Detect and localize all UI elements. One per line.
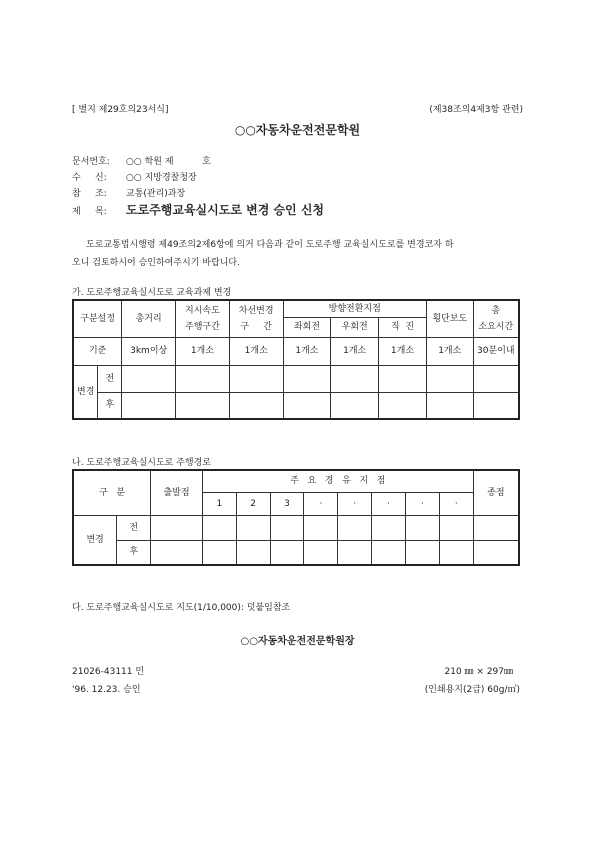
col-speed-line1: 지시속도 [185,305,220,316]
paper-size: 210 ㎜ × 297㎜ [444,667,513,677]
request-line-2: 오니 검토하시어 승인하여주시기 바랍니다. [72,258,240,268]
route-col-category: 구 분 [73,470,151,515]
route-col-start: 출발점 [151,470,203,515]
route-change-label: 변경 [73,515,117,565]
waypoint-1: 1 [202,492,236,515]
reference-row [72,186,185,199]
waypoint-3: 3 [270,492,304,515]
col-total-time-line1: 총 [491,305,501,316]
route-after-wp-cell[interactable] [202,540,236,565]
before-distance-cell[interactable] [122,365,176,392]
route-before-start-cell[interactable] [151,515,203,540]
route-after-wp-cell[interactable] [405,540,439,565]
subject-row [72,201,324,218]
waypoint-2: 2 [236,492,270,515]
waypoint-6: · [372,492,406,515]
col-category: 구분설정 [73,300,122,337]
standard-right: 1개소 [331,337,379,365]
reference-label: 참 조: [72,189,107,199]
recipient-label: 수 신: [72,173,107,183]
form-reference: (제38조의4제3항 관련) [429,105,523,115]
route-after-wp-cell[interactable] [304,540,338,565]
before-left-cell[interactable] [283,365,331,392]
route-after-wp-cell[interactable] [236,540,270,565]
col-speed-line2: 주행구간 [185,321,220,332]
route-before-wp-cell[interactable] [372,515,406,540]
col-speed [176,300,230,337]
approval-date: '96. 12.23. 승인 [72,685,141,695]
route-after-wp-cell[interactable] [338,540,372,565]
col-lane-line2: 구 간 [240,321,273,332]
before-right-cell[interactable] [331,365,379,392]
standard-row [73,337,519,365]
col-distance: 총거리 [122,300,176,337]
request-line-1: 도로교통법시행령 제49조의2제6항에 의거 다음과 같이 도로주행 교육실시도로를 변경코자 하 [86,240,454,250]
before-lane-cell[interactable] [229,365,283,392]
before-straight-cell[interactable] [379,365,427,392]
col-total-time [473,300,519,337]
route-col-waypoints: 주 요 경 유 지 점 [202,470,473,492]
waypoint-4: · [304,492,338,515]
waypoint-7: · [405,492,439,515]
standard-left: 1개소 [283,337,331,365]
col-turn: 방향전환지점 [283,300,426,317]
route-col-end: 종점 [473,470,519,515]
route-after-wp-cell[interactable] [372,540,406,565]
after-time-cell[interactable] [473,392,519,419]
change-after-row [73,392,519,419]
route-table [72,469,520,566]
after-label: 후 [98,392,122,419]
route-after-end-cell[interactable] [473,540,519,565]
col-turn-left: 좌회전 [283,317,331,337]
change-label: 변경 [73,365,98,419]
doc-number-label: 문서번호: [72,157,110,167]
before-crosswalk-cell[interactable] [426,365,473,392]
doc-number-row [72,154,211,167]
signature-line: ○○자동차운전전문학원장 [240,636,355,647]
after-right-cell[interactable] [331,392,379,419]
col-lane-line1: 차선변경 [238,305,274,316]
route-before-end-cell[interactable] [473,515,519,540]
route-after-wp-cell[interactable] [270,540,304,565]
route-before-wp-cell[interactable] [270,515,304,540]
request-paragraph [72,236,522,272]
subject-label: 제 목: [72,207,107,217]
col-turn-straight: 직 진 [379,317,427,337]
route-after-wp-cell[interactable] [439,540,473,565]
after-straight-cell[interactable] [379,392,427,419]
before-speed-cell[interactable] [176,365,230,392]
document-title: ○○자동차운전전문학원 [234,123,361,137]
waypoint-5: · [338,492,372,515]
standard-speed: 1개소 [176,337,230,365]
standard-time: 30분이내 [473,337,519,365]
after-speed-cell[interactable] [176,392,230,419]
standard-crosswalk: 1개소 [426,337,473,365]
standard-straight: 1개소 [379,337,427,365]
before-time-cell[interactable] [473,365,519,392]
reference-value: 교통(관리)과장 [126,189,186,199]
route-before-row [73,515,519,540]
route-before-wp-cell[interactable] [304,515,338,540]
recipient-row [72,170,197,183]
after-crosswalk-cell[interactable] [426,392,473,419]
col-crosswalk: 횡단보도 [426,300,473,337]
route-before-label: 전 [117,515,151,540]
subject-value: 도로주행교육실시도로 변경 승인 신청 [126,203,325,217]
after-distance-cell[interactable] [122,392,176,419]
training-task-table [72,299,520,420]
waypoint-8: · [439,492,473,515]
route-after-label: 후 [117,540,151,565]
section-c-title: 다. 도로주행교육실시도로 지도(1/10,000): 덧붙임참조 [72,603,291,613]
route-before-wp-cell[interactable] [405,515,439,540]
before-label: 전 [98,365,122,392]
section-a-title: 가. 도로주행교육실시도로 교육과제 변경 [72,288,232,298]
after-left-cell[interactable] [283,392,331,419]
standard-lane: 1개소 [229,337,283,365]
section-b-title: 나. 도로주행교육실시도로 주행경로 [72,458,211,468]
col-total-time-line2: 소요시간 [478,321,514,332]
route-after-row [73,540,519,565]
form-code: 21026-43111 민 [72,667,145,677]
after-lane-cell[interactable] [229,392,283,419]
recipient-value: ○○ 지방경찰청장 [126,173,197,183]
paper-type: (인쇄용지(2급) 60g/㎡) [424,685,520,695]
col-turn-right: 우회전 [331,317,379,337]
col-lane [229,300,283,337]
route-after-start-cell[interactable] [151,540,203,565]
change-before-row [73,365,519,392]
standard-label: 기준 [73,337,122,365]
form-number: [ 별지 제29호의23서식] [72,105,169,115]
route-before-wp-cell[interactable] [338,515,372,540]
route-before-wp-cell[interactable] [202,515,236,540]
route-before-wp-cell[interactable] [439,515,473,540]
route-before-wp-cell[interactable] [236,515,270,540]
standard-distance: 3km이상 [122,337,176,365]
doc-number-value: ○○ 학원 제 호 [126,157,211,167]
